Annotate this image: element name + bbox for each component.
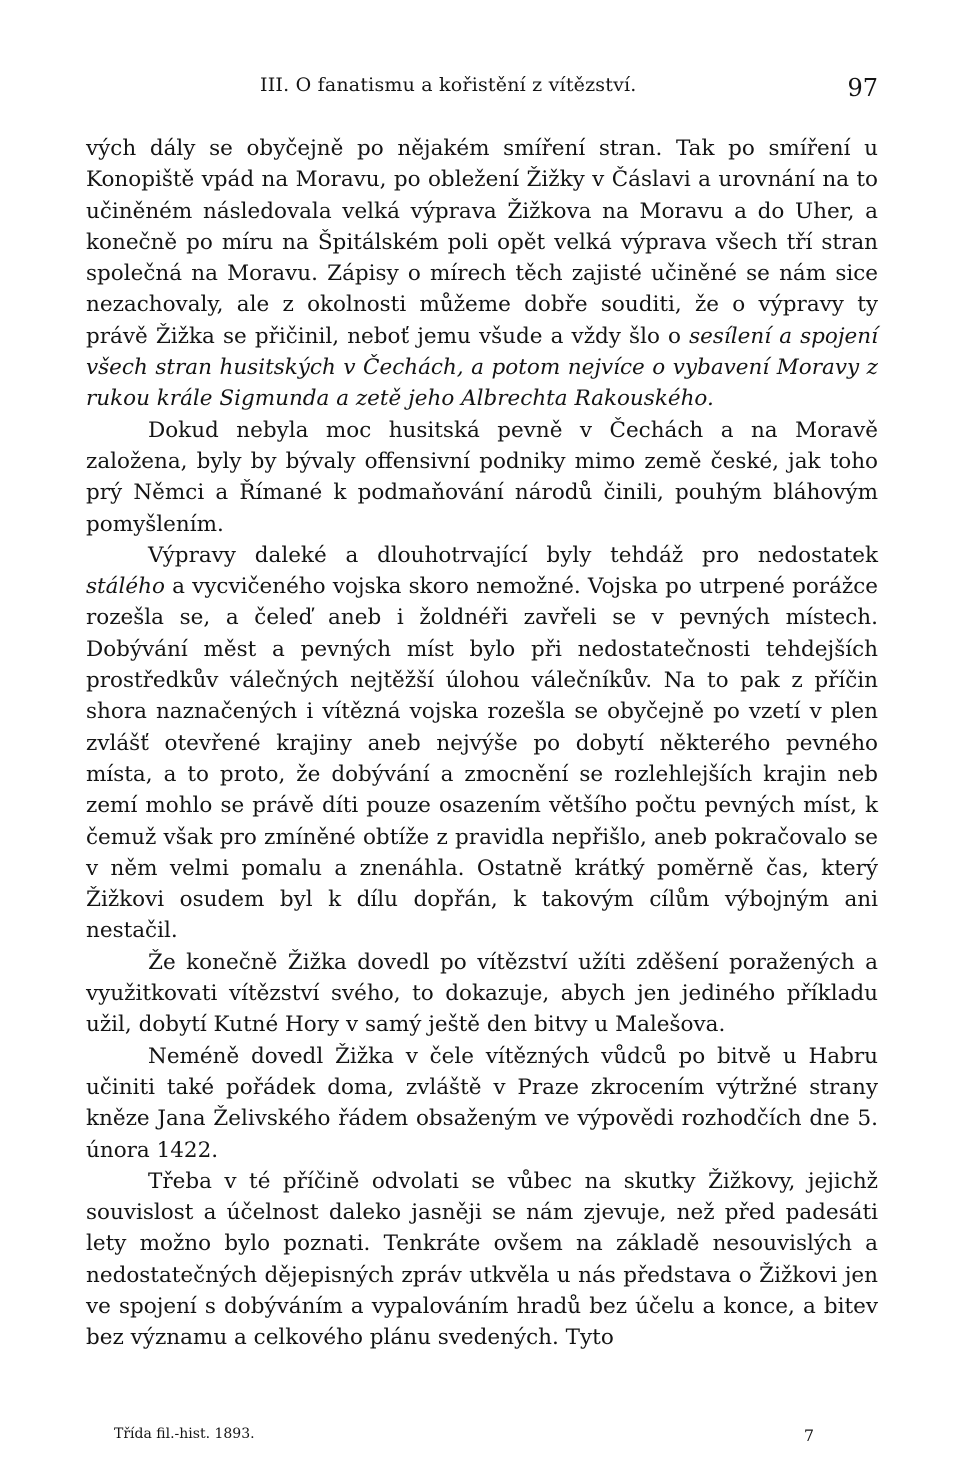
paragraph: [86, 1041, 878, 1166]
italic-text: stálého: [86, 574, 165, 600]
text-segment: a vycvičeného vojska skoro nemožné. Vojska po utrpené porážce rozešla se, a čeleď aneb i žoldnéři zavřeli se v pevných místech. Dobývání měst a pevných míst bylo při nedostatečnosti tehdejších prostředkův válečných nejtěžší úlohou válečníkův. Na to pak z příčin shora naznačených i vítězná vojska rozešla se obyčejně po vzetí v plen zvlášť otevřené krajiny aneb nejvýše po dobytí některého pevného místa, a to proto, že dobývání a zmocnění se rozlehlejších krajin neb zemí mohlo se právě díti pouze osazením většího počtu pevných míst, k čemuž však pro zmíněné obtíže z pravidla nepřišlo, aneb pokračovalo se v něm velmi pomalu a znenáhla. Ostatně krátký poměrně čas, který Žižkovi osudem byl k dílu dopřán, k takovým cílům výbojným ani nestačil.: [86, 574, 878, 944]
text-segment: Výpravy daleké a dlouhotrvající byly tehdáž pro nedostatek: [148, 542, 878, 568]
page-number: 97: [847, 74, 878, 102]
printer-signature: Třída fil.-hist. 1893.: [114, 1426, 255, 1442]
text-segment: Třeba v té příčině odvolati se vůbec na skutky Žižkovy, jejichž souvislost a účelnost daleko jasněji se nám zjevuje, než před padesáti lety možno bylo poznati. Tenkráte ovšem na základě nesouvislých a nedostatečných dějepisných zpráv utkvěla u nás představa o Žižkovi jen ve spojení s dobýváním a vypalováním hradů bez účelu a konce, a bitev bez významu a celkového plánu svedených. Tyto: [86, 1168, 878, 1351]
paragraph: [86, 540, 878, 947]
text-segment: Dokud nebyla moc husitská pevně v Čechách a na Moravě založena, byly by bývaly offensivní podniky mimo země české, jak toho prý Němci a Římané k podmaňování národů činili, pouhým bláhovým pomyšlením.: [86, 417, 878, 537]
body-text: [86, 133, 878, 1354]
paragraph: [86, 133, 878, 415]
text-segment: Neméně dovedl Žižka v čele vítězných vůdců po bitvě u Habru učiniti také pořádek doma, zvláště v Praze zkrocením výtržné strany kněze Jana Želivského řádem obsaženým ve výpovědi rozhodčích dne 5. února 1422.: [86, 1043, 878, 1163]
italic-text: sesílení a spojení všech stran husitských v Čechách, a potom nejvíce o vybavení Moravy z rukou krále Sigmunda a zetě jeho Albrechta Rakouského.: [86, 323, 878, 412]
text-segment: Že konečně Žižka dovedl po vítězství užíti zděšení poražených a využitkovati vítězství svého, to dokazuje, abych jen jediného příkladu užil, dobytí Kutné Hory v samý ještě den bitvy u Malešova.: [86, 949, 878, 1038]
running-header: [86, 70, 878, 110]
page-footer: [114, 1426, 814, 1450]
paragraph: [86, 415, 878, 540]
paragraph: [86, 1166, 878, 1354]
sheet-number: 7: [803, 1426, 814, 1445]
text-segment: vých dály se obyčejně po nějakém smíření stran. Tak po smíření u Konopiště vpád na Moravu, po obležení Žižky v Čáslavi a urovnání na to učiněném následovala velká výprava Žižkova na Moravu a do Uher, a konečně po míru na Špitálském poli opět velká výprava všech tří stran společná na Moravu. Zápisy o mírech těch zajisté učiněné se nám sice nezachovaly, ale z okolnosti můžeme dobře souditi, že o výpravy ty právě Žižka se přičinil, neboť jemu všude a vždy šlo o: [86, 136, 878, 349]
paragraph: [86, 947, 878, 1041]
chapter-title: III. O fanatismu a kořistění z vítězství.: [260, 74, 637, 96]
